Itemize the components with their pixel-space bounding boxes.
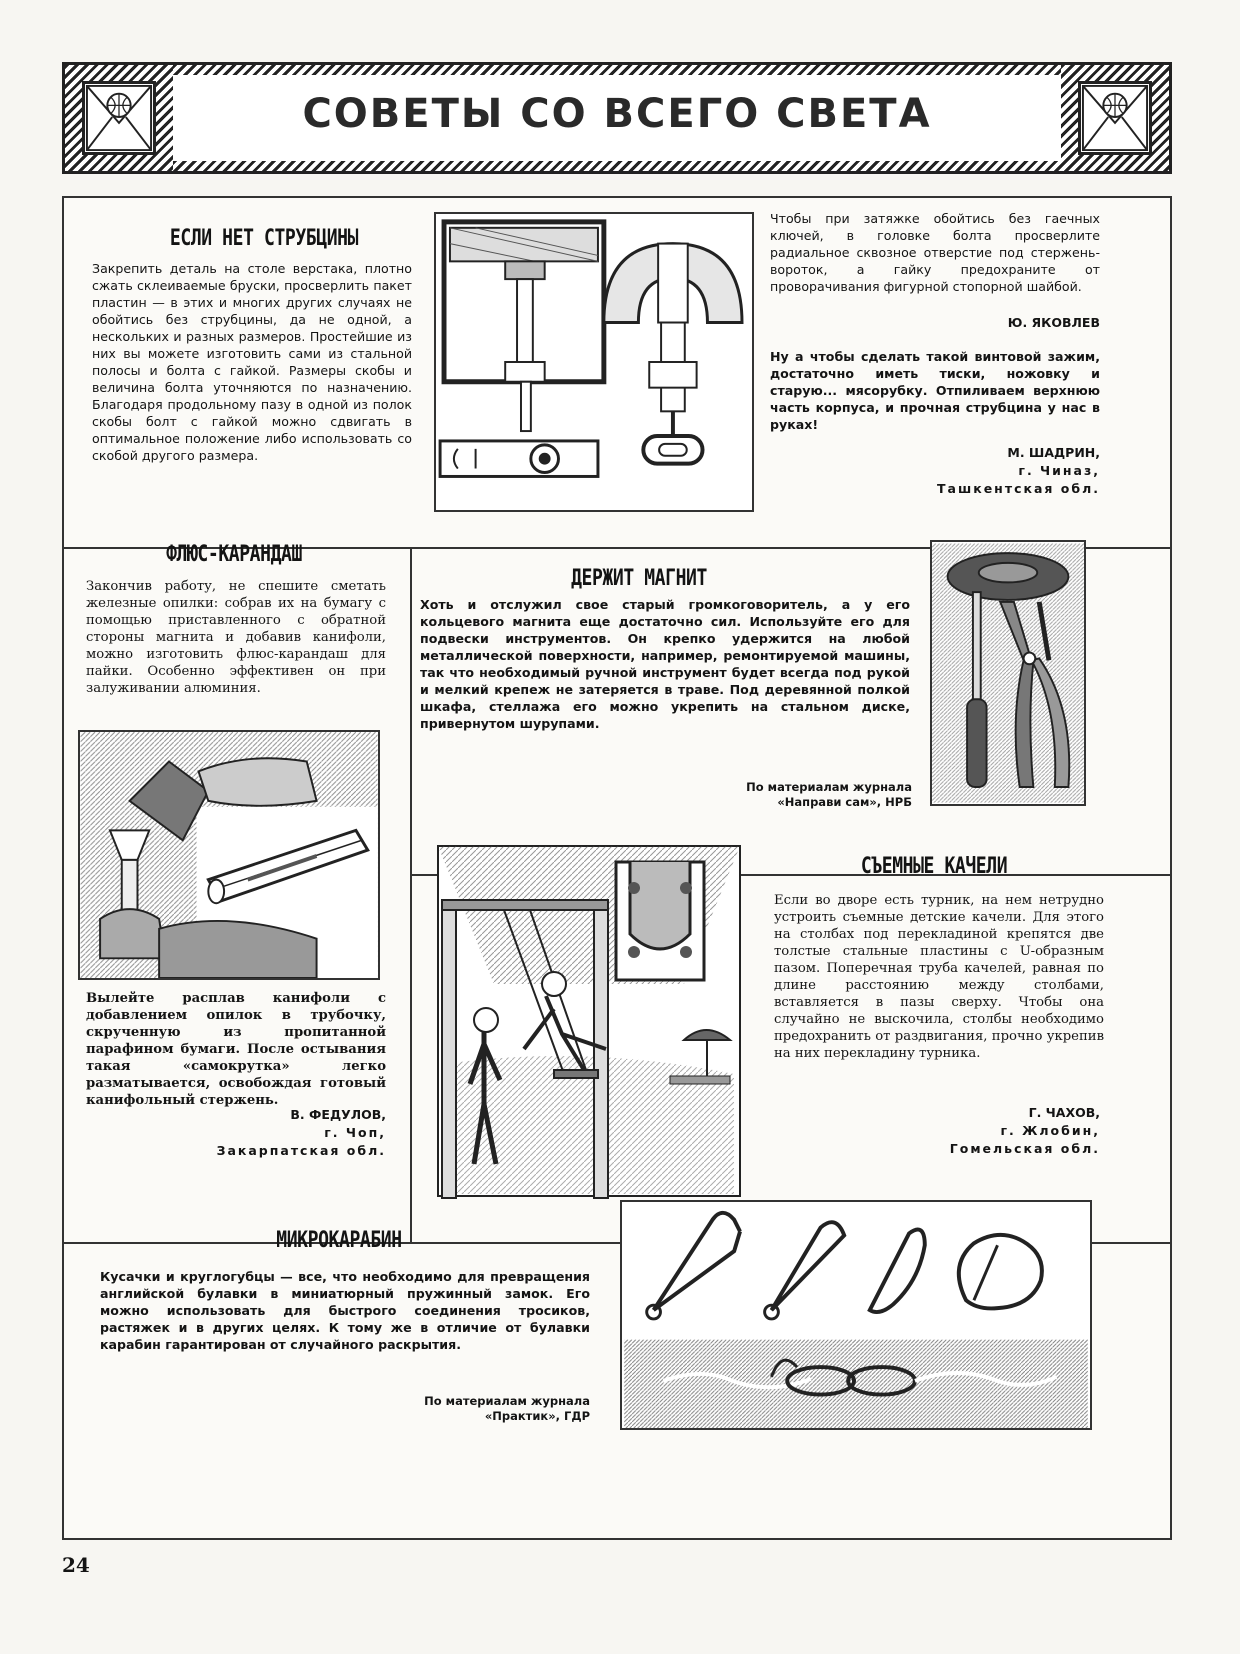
page-title: СОВЕТЫ СО ВСЕГО СВЕТА bbox=[302, 91, 932, 137]
flux-illustration bbox=[78, 730, 380, 980]
envelope-globe-icon bbox=[82, 81, 156, 155]
swing-text: Если во дворе есть турник, на нем нетрудно устроить съемные детские качели. Для этого на столбах под перекладиной крепятся две толстые стальные пластины с U-образным пазом. Поперечная труба качелей, равная по длине расстоянию между столбами, вставляется в пазы сверху. Чтобы она случайно не выскочила, столбы необходимо предохранить от раздвигания, прочно укрепив на них перекладину турника. bbox=[774, 893, 1104, 1061]
flux-author: В. ФЕДУЛОВ, bbox=[290, 1107, 386, 1122]
carabiner-credit-2: «Практик», ГДР bbox=[484, 1409, 590, 1423]
envelope-globe-icon bbox=[1078, 81, 1152, 155]
clamp-region: Ташкентская обл. bbox=[936, 481, 1100, 496]
clamp-text: Закрепить деталь на столе верстака, плотно сжать склеиваемые бруски, просверлить пакет пластин — в этих и многих других случаях не обойтись без струбцины, да не одной, а нескольких и разных размеров. Простейшие из них вы можете изготовить сами из стальной полосы и болта с гайкой. Размеры скобы и величина болта уточняются по назначению. Благодаря продольному пазу в одной из полок скобы болт с гайкой можно сдвигать в оптимальное положение либо использовать со скобой другого размера. bbox=[92, 261, 412, 463]
header-stripe-bottom bbox=[173, 161, 1061, 171]
divider-col bbox=[410, 547, 412, 1242]
flux-city: г. Чоп, bbox=[324, 1125, 386, 1140]
magnet-heading: ДЕРЖИТ МАГНИТ bbox=[571, 566, 707, 591]
content-frame bbox=[62, 196, 1172, 1540]
clamp-extra-text: Ну а чтобы сделать такой винтовой зажим, достаточно иметь тиски, ножовку и старую... мясорубку. Отпиливаем верхнюю часть корпуса, и прочная струбцина у нас в руках! bbox=[770, 349, 1100, 432]
clamp-heading: ЕСЛИ НЕТ СТРУБЦИНЫ bbox=[169, 226, 359, 251]
swing-region: Гомельская обл. bbox=[949, 1141, 1100, 1156]
page-number: 24 bbox=[62, 1553, 90, 1577]
clamp-author: М. ШАДРИН, bbox=[1007, 445, 1100, 460]
clamp-side-author: Ю. ЯКОВЛЕВ bbox=[1007, 315, 1100, 330]
clamp-side-text: Чтобы при затяжке обойтись без гаечных ключей, в головке болта просверлите радиальное сквозное отверстие под стержень-вороток, а гайку предохраните от проворачивания фигурной стопорной шайбой. bbox=[770, 211, 1100, 294]
carabiner-heading: МИКРОКАРАБИН bbox=[276, 1228, 402, 1253]
clamp-illustration bbox=[434, 212, 754, 512]
header-banner bbox=[62, 62, 1172, 174]
flux-text: Закончив работу, не спешите сметать железные опилки: собрав их на бумагу с помощью приставленного с обратной стороны магнита и добавив канифоли, можно изготовить флюс-карандаш для пайки. Особенно эффективен он при залуживании алюминия. bbox=[86, 579, 386, 696]
flux-text2: Вылейте расплав канифоли с добавлением опилок в трубочку, скрученную из пропитанной парафином бумаги. После остывания такая «самокрутка» легко разматывается, освобождая готовый канифольный стержень. bbox=[86, 991, 386, 1108]
swing-city: г. Жлобин, bbox=[1000, 1123, 1100, 1138]
flux-heading: ФЛЮС-КАРАНДАШ bbox=[166, 542, 302, 567]
magnet-credit-1: По материалам журнала bbox=[746, 780, 912, 794]
swing-heading: СЪЕМНЫЕ КАЧЕЛИ bbox=[860, 854, 1008, 879]
header-stripe-top bbox=[173, 65, 1061, 75]
magnet-tools-illustration bbox=[930, 540, 1086, 806]
swing-author: Г. ЧАХОВ, bbox=[1028, 1105, 1100, 1120]
carabiner-text: Кусачки и круглогубцы — все, что необходимо для превращения английской булавки в миниатюрный пружинный замок. Его можно использовать для быстрого соединения тросиков, растяжек и в других целях. К тому же в отличие от булавки карабин гарантирован от случайного раскрытия. bbox=[100, 1269, 590, 1352]
flux-region: Закарпатская обл. bbox=[216, 1143, 386, 1158]
magnet-text: Хоть и отслужил свое старый громкоговоритель, а у его кольцевого магнита еще достаточно сил. Используйте его для подвески инструментов. Он крепко удержится на любой металлической поверхности, например, ремонтируемой машины, так что необходимый ручной инструмент будет всегда под рукой и мелкий крепеж не затеряется в траве. Под деревянной полкой шкафа, стеллажа его можно укрепить на стальном диске, привернутом шурупами. bbox=[420, 597, 910, 731]
carabiner-credit-1: По материалам журнала bbox=[424, 1394, 590, 1408]
carabiner-illustration bbox=[620, 1200, 1092, 1430]
clamp-city: г. Чиназ, bbox=[1018, 463, 1100, 478]
magnet-credit-2: «Направи сам», НРБ bbox=[777, 795, 912, 809]
swing-illustration bbox=[434, 844, 744, 1200]
